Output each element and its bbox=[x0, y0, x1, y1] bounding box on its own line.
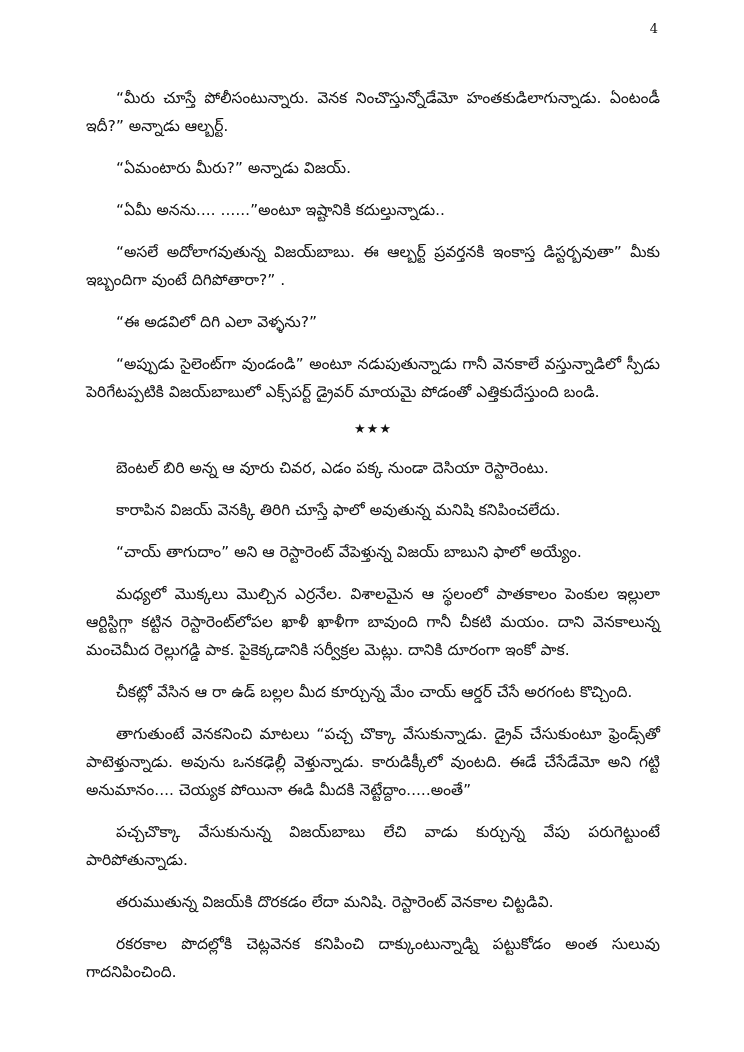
paragraph: తాగుతుంటే వెనకనించి మాటలు “పచ్చ చొక్కా వేసుకున్నాడు. డ్రైవ్ చేసుకుంటూ ఫ్రెండ్స్‌తో పాటెళ్తున్నాడు. అవును ఒనకఢెల్లీ వెళ్తున్నాడు. కారుడిక్కీలో వుంటది. ఈడే చేసేడేమో అని గట్టి అనుమానం.... చెయ్యక పోయినా ఈడి మీదకి నెట్టేద్దాం.....అంతే” bbox=[86, 725, 660, 799]
paragraph: “ఏమీ అనను.... ......”అంటూ ఇష్టానికి కదుల్తున్నాడు.. bbox=[116, 201, 445, 219]
section-break-stars: ★★★ bbox=[354, 422, 392, 437]
paragraph: మధ్యలో మొక్కలు మొల్చిన ఎర్రనేల. విశాలమైన ఆ స్థలంలో పాతకాలం పెంకుల ఇల్లులా ఆర్టిస్టిగ్గా కట్టిన రెస్టారెంట్‌లోపల ఖాళీ ఖాళీగా బావుంది గానీ చీకటి మయం. దాని వెనకాలున్న మంచెమీద రెల్లుగడ్డి పాక. పైకెక్కడానికి సర్వీక్రల మెట్లు. దానికి దూరంగా ఇంకో పాక. bbox=[86, 585, 660, 659]
paragraph: రకరకాల పొదల్లోకి చెట్లవెనక కనిపించి దాక్కుంటున్నాడ్ని పట్టుకోడం అంత సులువు గాదనిపించింది. bbox=[86, 935, 660, 981]
paragraph: పచ్చచొక్కా వేసుకునున్న విజయ్‌బాబు లేచి వాడు కుర్చున్న వేపు పరుగెట్టుంటే పారిపోతున్నాడు. bbox=[86, 823, 660, 869]
page-number: 4 bbox=[649, 22, 658, 37]
paragraph: బెంటల్ బిరి అన్న ఆ వూరు చివర, ఎడం పక్క నుండా దెసియా రెస్టారెంటు. bbox=[116, 459, 549, 477]
paragraph: “అసలే అదోలాగవుతున్న విజయ్‌బాబు. ఈ ఆల్బర్ట్ ప్రవర్తనకి ఇంకాస్త డిస్టర్బవుతా” మీకు ఇబ్బందిగా వుంటే దిగిపోతారా?” . bbox=[86, 243, 660, 289]
paragraph: చీకట్లో వేసిన ఆ రా ఉడ్ బల్లల మీద కూర్చున్న మేం చాయ్ ఆర్డర్ చేసే అరగంట కొచ్చింది. bbox=[116, 683, 633, 701]
paragraph: “మీరు చూస్తే పోలీసంటున్నారు. వెనక నించొస్తున్నోడేమో హంతకుడిలాగున్నాడు. ఏంటండీ ఇదీ?” అన్నాడు ఆల్బర్ట్. bbox=[86, 89, 660, 135]
paragraph: “ఏమంటారు మీరు?” అన్నాడు విజయ్. bbox=[116, 159, 352, 177]
paragraph: “చాయ్ తాగుదాం” అని ఆ రెస్టారెంట్ వేపెళ్తున్న విజయ్ బాబుని ఫాలో అయ్యేం. bbox=[116, 543, 582, 561]
paragraph: తరుముతున్న విజయ్‌కి దొరకడం లేదా మనిషి. రెస్టారెంట్ వెనకాల చిట్టడివి. bbox=[116, 893, 554, 911]
page-body bbox=[86, 84, 660, 1000]
paragraph: “ఈ అడవిలో దిగి ఎలా వెళ్ళను?” bbox=[116, 313, 318, 331]
paragraph: “అప్పుడు సైలెంట్‌గా వుండండి” అంటూ నడుపుతున్నాడు గానీ వెనకాలే వస్తున్నాడిలో స్పీడు పెరిగేటప్పటికి విజయ్‌బాబులో ఎక్స్‌పర్ట్ డ్రైవర్ మాయమై పోడంతో ఎత్తికుదేస్తుంది బండి. bbox=[86, 355, 660, 401]
paragraph: కారాపిన విజయ్ వెనక్కి తిరిగి చూస్తే ఫాలో అవుతున్న మనిషి కనిపించలేదు. bbox=[116, 501, 561, 519]
